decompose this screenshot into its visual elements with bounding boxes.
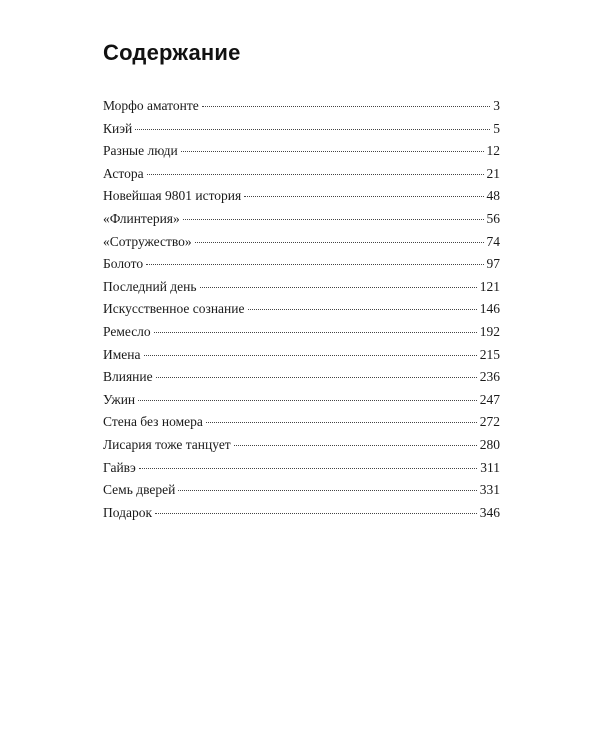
dot-leader (144, 355, 477, 356)
dot-leader (206, 422, 477, 423)
dot-leader (181, 151, 484, 152)
dot-leader (154, 332, 477, 333)
dot-leader (248, 309, 477, 310)
toc-entry-title: Ремесло (103, 323, 151, 339)
toc-entry-title: Ужин (103, 391, 136, 407)
dot-leader (138, 400, 477, 401)
dot-leader (178, 490, 476, 491)
toc-entry-page-number: 192 (479, 323, 500, 339)
toc-entry-page-number: 331 (479, 482, 500, 498)
toc-entry-title: Имена (103, 346, 141, 362)
toc-entry-page-number: 247 (479, 391, 500, 407)
dot-leader (147, 174, 484, 175)
dot-leader (195, 242, 484, 243)
toc-entry-title: «Флинтерия» (103, 210, 180, 226)
dot-leader (202, 106, 491, 107)
toc-entry (103, 414, 500, 437)
toc-entry-title: Разные люди (103, 143, 178, 159)
toc-entry-title: Астора (103, 165, 144, 181)
dot-leader (146, 264, 483, 265)
dot-leader (183, 219, 484, 220)
toc-entry-page-number: 5 (493, 120, 500, 136)
toc-entry (103, 437, 500, 460)
toc-entry-title: Болото (103, 256, 144, 272)
toc-entry (103, 392, 500, 415)
toc-entry-title: Искусственное сознание (103, 301, 245, 317)
dot-leader (244, 196, 483, 197)
toc-entry (103, 482, 500, 505)
toc-entry-title: Гайвэ (103, 459, 136, 475)
toc-entry-page-number: 74 (486, 233, 500, 249)
toc-entry (103, 188, 500, 211)
toc-entry-title: Стена без номера (103, 414, 203, 430)
toc-entry-page-number: 56 (486, 210, 500, 226)
dot-leader (156, 377, 477, 378)
toc-entry-page-number: 48 (486, 188, 500, 204)
toc-entry (103, 256, 500, 279)
table-of-contents (103, 98, 500, 527)
toc-entry-page-number: 280 (479, 436, 500, 452)
toc-entry-page-number: 146 (479, 301, 500, 317)
toc-entry-page-number: 21 (486, 165, 500, 181)
toc-entry (103, 98, 500, 121)
toc-entry-page-number: 311 (480, 459, 500, 475)
toc-entry-page-number: 215 (479, 346, 500, 362)
toc-entry (103, 505, 500, 528)
toc-entry-title: «Сотружество» (103, 233, 192, 249)
toc-entry (103, 301, 500, 324)
toc-entry (103, 279, 500, 302)
toc-entry (103, 347, 500, 370)
toc-entry (103, 369, 500, 392)
toc-entry-page-number: 121 (479, 278, 500, 294)
toc-entry-title: Новейшая 9801 история (103, 188, 242, 204)
toc-entry-title: Влияние (103, 369, 153, 385)
dot-leader (139, 468, 477, 469)
toc-entry (103, 121, 500, 144)
toc-entry-page-number: 272 (479, 414, 500, 430)
toc-entry-page-number: 97 (486, 256, 500, 272)
toc-entry-title: Морфо аматонте (103, 98, 199, 113)
toc-entry (103, 234, 500, 257)
dot-leader (200, 287, 477, 288)
toc-entry-title: Семь дверей (103, 482, 176, 498)
toc-entry-title: Последний день (103, 278, 197, 294)
toc-entry-page-number: 346 (479, 504, 500, 520)
dot-leader (155, 513, 477, 514)
toc-entry-page-number: 3 (493, 98, 500, 113)
toc-entry-title: Подарок (103, 504, 153, 520)
toc-entry (103, 143, 500, 166)
toc-entry (103, 324, 500, 347)
dot-leader (135, 129, 490, 130)
dot-leader (234, 445, 477, 446)
toc-entry (103, 166, 500, 189)
toc-entry-page-number: 236 (479, 369, 500, 385)
toc-entry-title: Киэй (103, 120, 133, 136)
toc-entry (103, 211, 500, 234)
toc-entry-page-number: 12 (486, 143, 500, 159)
toc-entry-title: Лисария тоже танцует (103, 436, 231, 452)
page-title: Содержание (103, 40, 241, 65)
toc-entry (103, 460, 500, 483)
